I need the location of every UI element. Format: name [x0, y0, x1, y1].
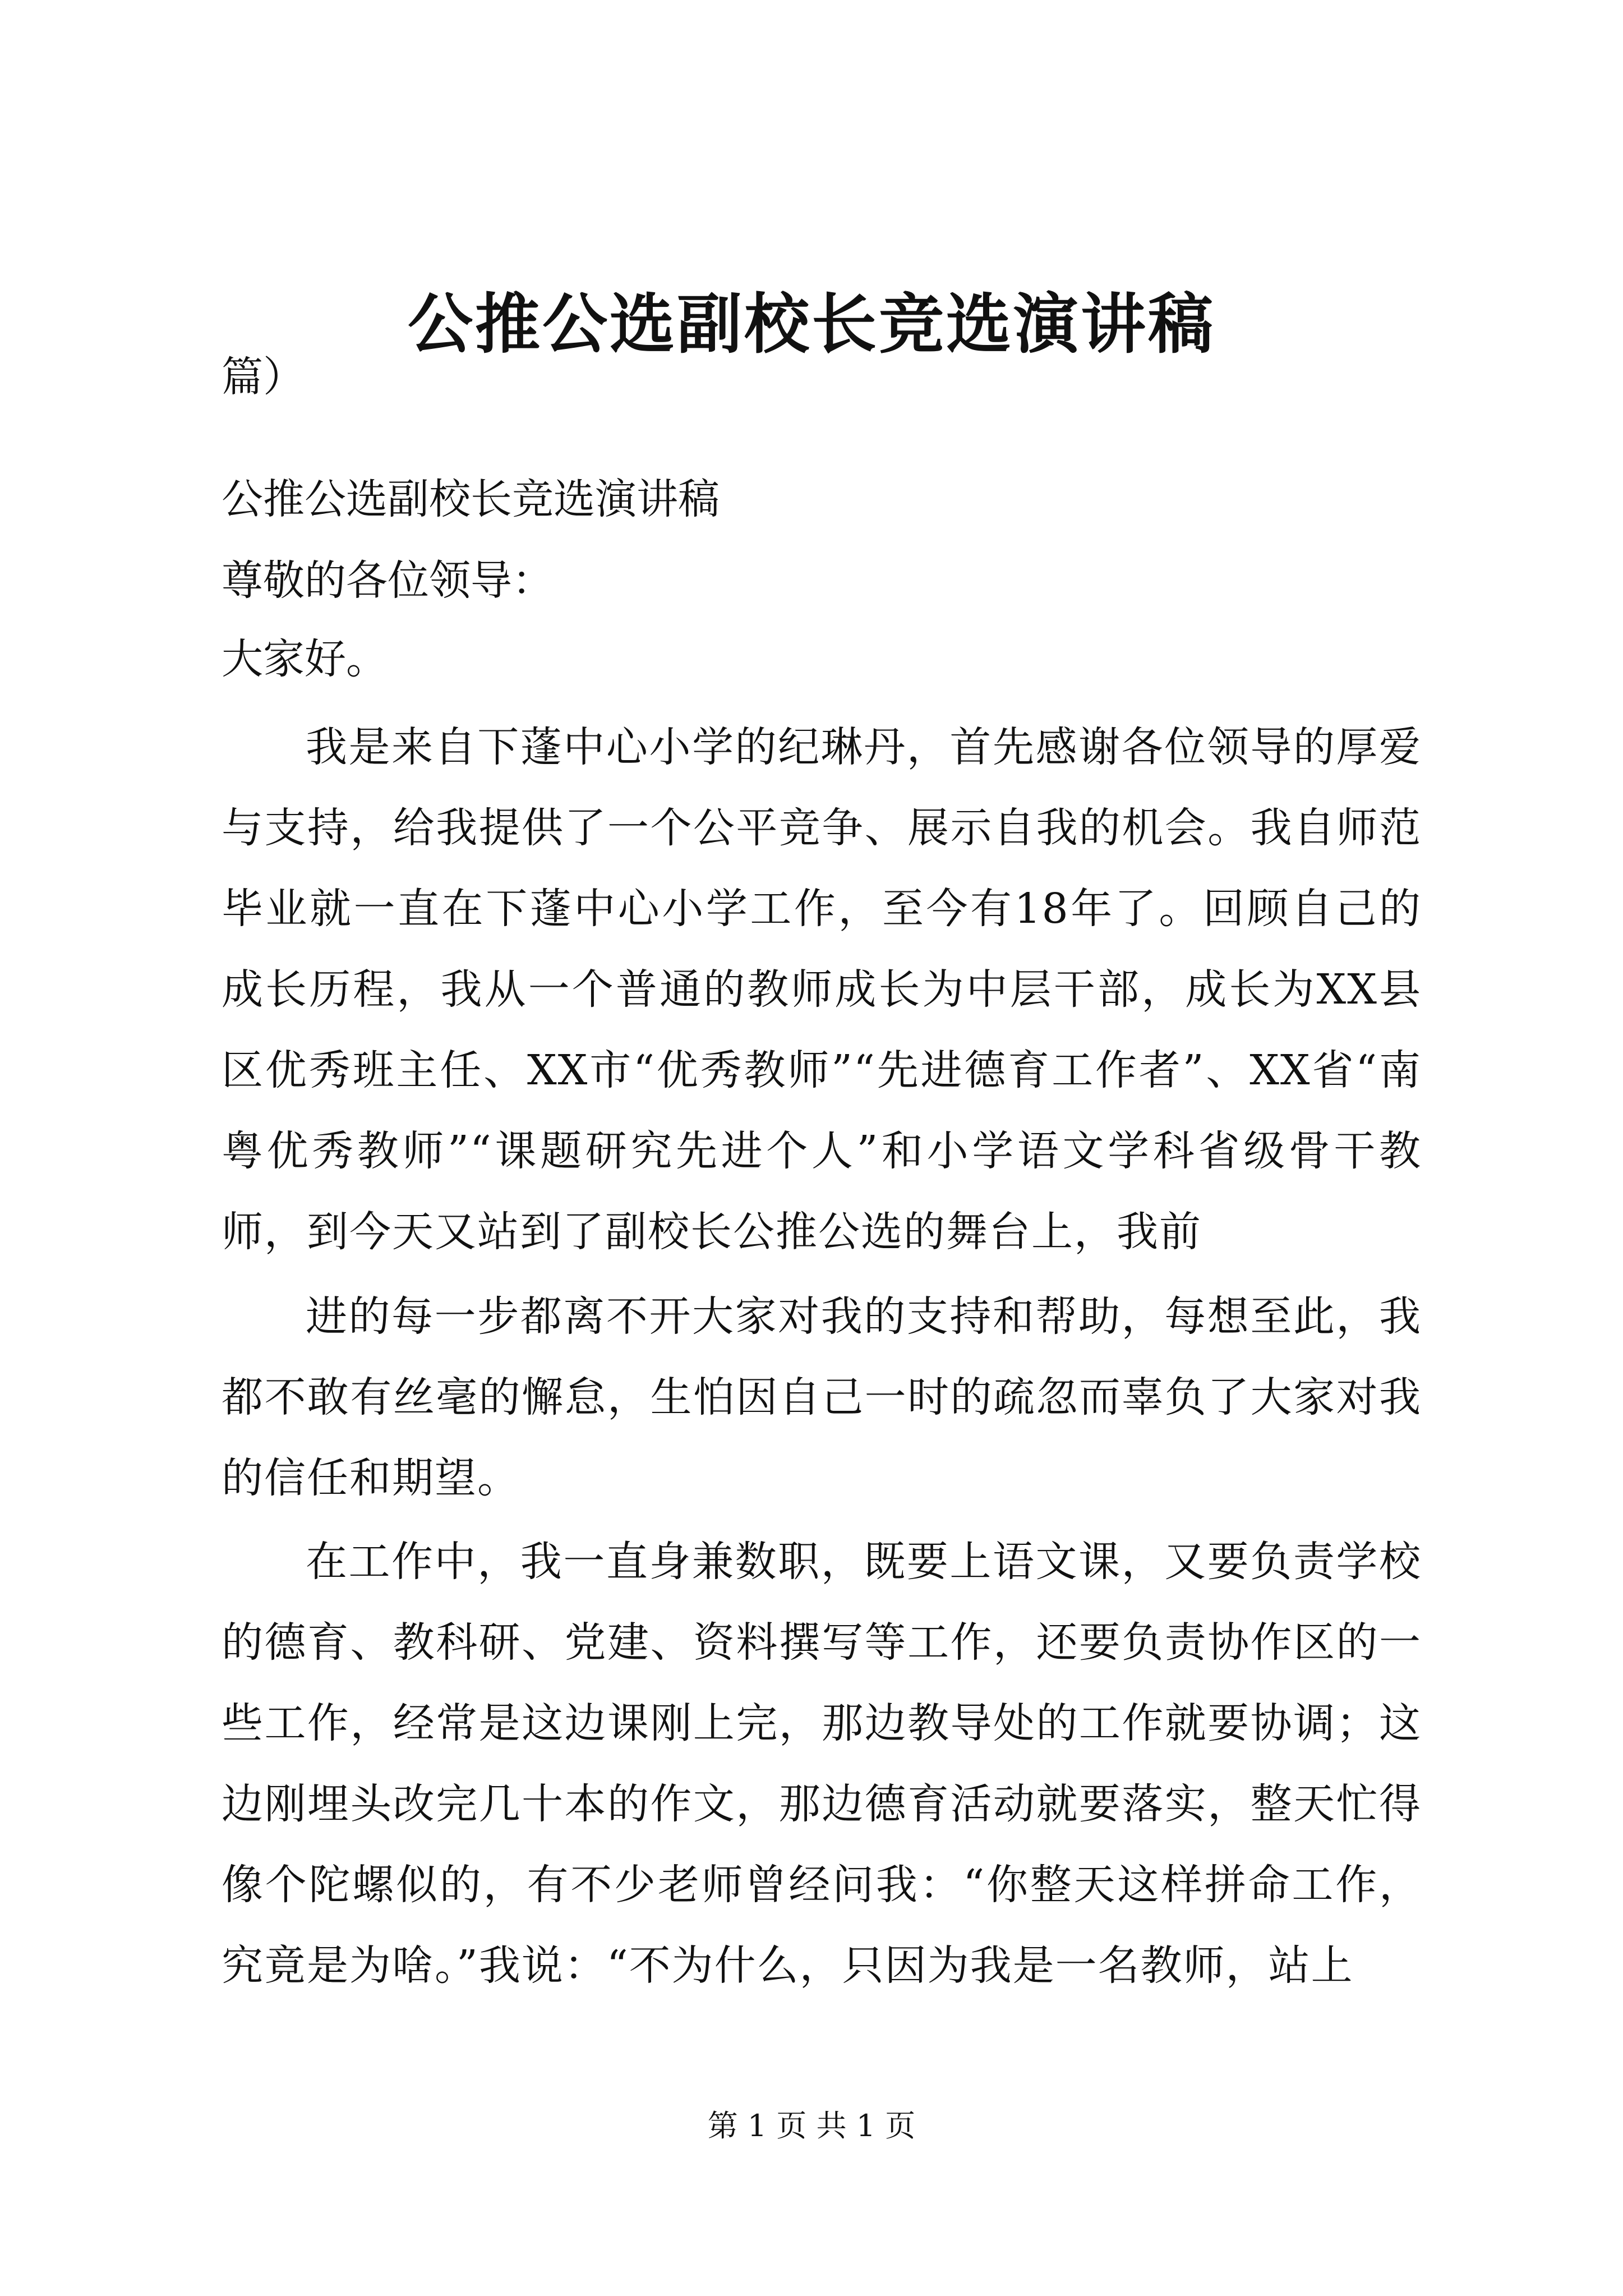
greeting-line: 大家好。 — [222, 635, 388, 683]
body-paragraph: 我是来自下蓬中心小学的纪琳丹，首先感谢各位领导的厚爱与支持，给我提供了一个公平竞争、展示自我的机会。我自师范毕业就一直在下蓬中心小学工作，至今有18年了。回顾自己的成长历程，我从一个普通的教师成长为中层干部，成长为XX县区优秀班主任、XX市“优秀教师”“先进德育工作者”、XX省“南粤优秀教师”“课题研究先进个人”和小学语文学科省级骨干教师，到今天又站到了副校长公推公选的舞台上，我前 — [222, 723, 1422, 1256]
section-fragment: 篇） — [222, 353, 305, 401]
page-footer: 第 1 页 共 1 页 — [707, 2108, 916, 2143]
subtitle-line: 公推公选副校长竞选演讲稿 — [222, 475, 720, 523]
document-title: 公推公选副校长竞选演讲稿 — [408, 286, 1215, 362]
body-paragraph: 进的每一步都离不开大家对我的支持和帮助，每想至此，我都不敢有丝毫的懈怠，生怕因自己一时的疏忽而辜负了大家对我的信任和期望。 — [222, 1292, 1422, 1502]
salutation-line: 尊敬的各位领导： — [222, 556, 554, 605]
body-paragraph: 在工作中，我一直身兼数职，既要上语文课，又要负责学校的德育、教科研、党建、资料撰写等工作，还要负责协作区的一些工作，经常是这边课刚上完，那边教导处的工作就要协调；这边刚埋头改完几十本的作文，那边德育活动就要落实，整天忙得像个陀螺似的，有不少老师曾经问我：“你整天这样拼命工作，究竟是为啥。”我说：“不为什么，只因为我是一名教师，站上 — [222, 1538, 1422, 1990]
